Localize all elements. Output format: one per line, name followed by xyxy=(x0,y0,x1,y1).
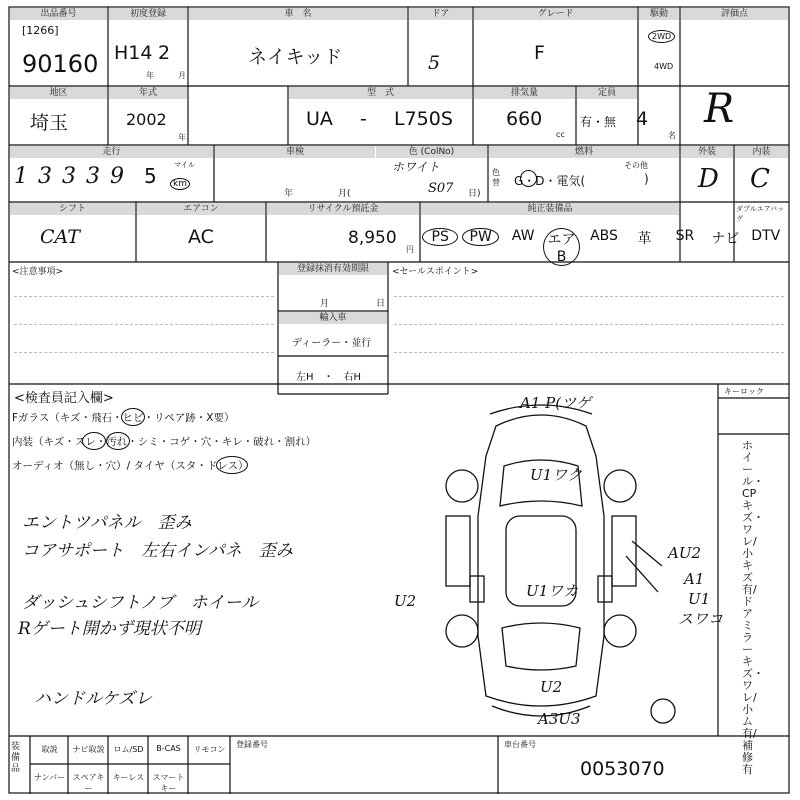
notes-header: <注意事項> xyxy=(12,267,64,277)
header-color: 色 (ColNo) xyxy=(376,146,487,158)
bottom-item-keyless: キーレス xyxy=(112,773,145,782)
equipment-item: 革 xyxy=(637,231,652,247)
diagram-label-hood: U1ワク xyxy=(530,466,583,484)
side-vertical-note: ホイール・CPキズ・ワレ/小キズ有/ドアミラーキズ・ワレ/小ム有/補修有 xyxy=(742,439,764,776)
chassis-label: 車台番号 xyxy=(504,740,536,749)
turbo: 有・無 xyxy=(580,115,617,129)
diagram-label-right3: U1 xyxy=(688,590,711,608)
exterior-grade: D xyxy=(698,164,719,194)
auction-sheet xyxy=(8,6,790,794)
drive-4wd: 4WD xyxy=(654,62,674,71)
model-code: L750S xyxy=(394,108,453,130)
model-dash: - xyxy=(360,108,367,130)
recycle-fee: 8,950 xyxy=(348,228,397,248)
header-interior: 内装 xyxy=(735,146,788,158)
bottom-item-smart-key: スマートキー xyxy=(152,773,185,793)
spare-tire-diagram xyxy=(648,696,678,726)
reg-expiry-day: 日 xyxy=(376,299,386,309)
inspection-month: 月( xyxy=(338,189,351,199)
equipment-item: エアB xyxy=(543,228,579,266)
header-car-name: 車 名 xyxy=(189,8,407,20)
remark-2: コアサポート 左右インパネ 歪み xyxy=(22,541,293,561)
header-drive: 駆動 xyxy=(639,8,679,20)
equipment-item: PS xyxy=(422,228,458,246)
header-mileage: 走行 xyxy=(10,146,213,158)
displacement: 660 xyxy=(506,108,543,130)
equipment-item: PW xyxy=(462,228,498,246)
remark-1: エントツパネル 歪み xyxy=(22,513,192,533)
header-equipment: 純正装備品 xyxy=(421,203,679,215)
equipment-item: ABS xyxy=(590,228,618,244)
score-value: R xyxy=(704,86,735,132)
tire-dress-circle xyxy=(216,456,248,474)
bottom-item-rom: ロム/SD xyxy=(113,745,144,754)
inspection-day: 日) xyxy=(468,189,481,199)
diagram-label-right4: スワコ xyxy=(678,610,724,628)
header-model-year: 年式 xyxy=(109,87,187,99)
header-lot: 出品番号 xyxy=(10,8,107,20)
fuel-close: ) xyxy=(644,172,649,186)
header-recycle: リサイクル預託金 xyxy=(267,203,419,215)
diagram-label-top: A1 P(ツゲ xyxy=(520,394,591,412)
diagram-label-bottom: A3U3 xyxy=(538,710,581,728)
fuel-other: その他 xyxy=(624,161,648,170)
model-year: 2002 xyxy=(126,110,167,129)
fuel-options: G・D・電気( xyxy=(514,174,586,188)
equipment-item: AW xyxy=(511,228,535,244)
inspector-glass: Fガラス（キズ・飛石・ヒビ・リペア跡・X要） xyxy=(12,412,235,424)
reg-expiry-month: 月 xyxy=(320,299,330,309)
remark-4: Rゲート開かず現状不明 xyxy=(18,619,201,639)
fuel-gasoline-circle xyxy=(520,170,537,187)
glass-chip-circle xyxy=(121,408,145,426)
equipment-item: SR xyxy=(675,228,695,244)
remark-5: ハンドルケズレ xyxy=(34,689,152,709)
chassis-number: 0053070 xyxy=(580,758,665,780)
inspector-header: <検査員記入欄> xyxy=(14,391,114,406)
model-prefix: UA xyxy=(306,108,333,130)
bottom-item-remote: リモコン xyxy=(193,745,226,754)
interior-stain-circle xyxy=(106,432,130,450)
import-dealer: ディーラー・並行 xyxy=(292,338,372,349)
fuel-color-change: 色替 xyxy=(492,168,500,187)
first-reg-era: H14 xyxy=(114,42,153,64)
mileage-digits: 13339 xyxy=(14,164,134,189)
header-shift: シフト xyxy=(10,203,135,215)
header-first-reg: 初度登録 xyxy=(109,8,187,20)
header-model-type: 型 式 xyxy=(289,87,472,99)
equipment-note: ダブルエアバッグ xyxy=(736,205,785,223)
bottom-item-nav-manual: ナビ取説 xyxy=(72,745,105,754)
model-year-unit: 年 xyxy=(178,133,186,142)
car-name: ネイキッド xyxy=(248,46,343,68)
sales-point-header: <セールスポイント> xyxy=(392,267,479,277)
inspector-audio: オーディオ（無し・穴）/ タイヤ（スタ・ドレス） xyxy=(12,460,249,472)
reg-expiry-header: 登録抹消有効期限 xyxy=(279,263,387,275)
diagram-label-right1: AU2 xyxy=(668,544,702,562)
import-handle: 左H ・ 右H xyxy=(296,372,362,383)
equipment-item: ナビ xyxy=(711,231,740,247)
capacity-unit: 名 xyxy=(668,131,676,140)
drive-2wd: 2WD xyxy=(648,30,675,43)
equipment-list xyxy=(422,222,786,265)
mileage-mile-label: マイル xyxy=(174,161,195,169)
bottom-label: 装備品 xyxy=(11,742,21,774)
interior-grade: C xyxy=(750,164,770,194)
header-door: ドア xyxy=(409,8,472,20)
remark-3: ダッシュシフトノブ ホイール xyxy=(22,593,259,613)
diagram-label-rear: U2 xyxy=(540,678,563,696)
header-capacity: 定員 xyxy=(577,87,637,99)
capacity: 4 xyxy=(636,108,649,130)
header-inspection: 車検 xyxy=(215,146,375,158)
header-exterior: 外装 xyxy=(681,146,733,158)
diagram-label-roof: U1ワカ xyxy=(526,582,579,600)
bottom-item-plate: ナンバー xyxy=(33,773,66,782)
bottom-item-bcas: B-CAS xyxy=(156,744,181,753)
first-reg-year-unit: 年 xyxy=(146,71,154,80)
header-score: 評価点 xyxy=(681,8,788,20)
recycle-unit: 円 xyxy=(406,245,414,254)
door-count: 5 xyxy=(428,52,441,74)
header-fuel: 燃料 xyxy=(489,146,679,158)
displacement-unit: cc xyxy=(556,130,565,139)
color-code: S07 xyxy=(428,181,454,196)
import-header: 輸入車 xyxy=(279,312,387,324)
header-aircon: エアコン xyxy=(137,203,265,215)
keylock-label: キーロック xyxy=(724,387,764,396)
color-name: ホワイト xyxy=(392,160,440,174)
reg-no-label: 登録番号 xyxy=(236,740,268,749)
inspector-interior: 内装（キズ・スレ・汚れ・シミ・コゲ・穴・キレ・破れ・割れ） xyxy=(12,436,317,448)
equipment-item: DTV xyxy=(751,228,781,244)
header-grade: グレード xyxy=(474,8,637,20)
lot-number: 90160 xyxy=(22,50,99,78)
mileage-last-digit: 5 xyxy=(144,164,157,188)
interior-scuff-circle xyxy=(82,432,106,450)
aircon: AC xyxy=(188,226,214,248)
header-cc: 排気量 xyxy=(474,87,575,99)
first-reg-month-unit: 月 xyxy=(178,71,186,80)
grade: F xyxy=(534,42,545,64)
region: 埼玉 xyxy=(30,112,69,134)
shift: CAT xyxy=(40,226,80,248)
bottom-item-spare-key: スペアキー xyxy=(72,773,105,793)
bottom-item-manual: 取説 xyxy=(41,745,58,754)
lot-sub-number: [1266] xyxy=(22,24,59,37)
mileage-km: km xyxy=(170,178,190,190)
header-region: 地区 xyxy=(10,87,107,99)
diagram-label-left: U2 xyxy=(394,592,417,610)
diagram-label-right2: A1 xyxy=(684,570,705,588)
first-reg-month: 2 xyxy=(158,42,171,64)
inspection-year: 年 xyxy=(284,189,294,199)
